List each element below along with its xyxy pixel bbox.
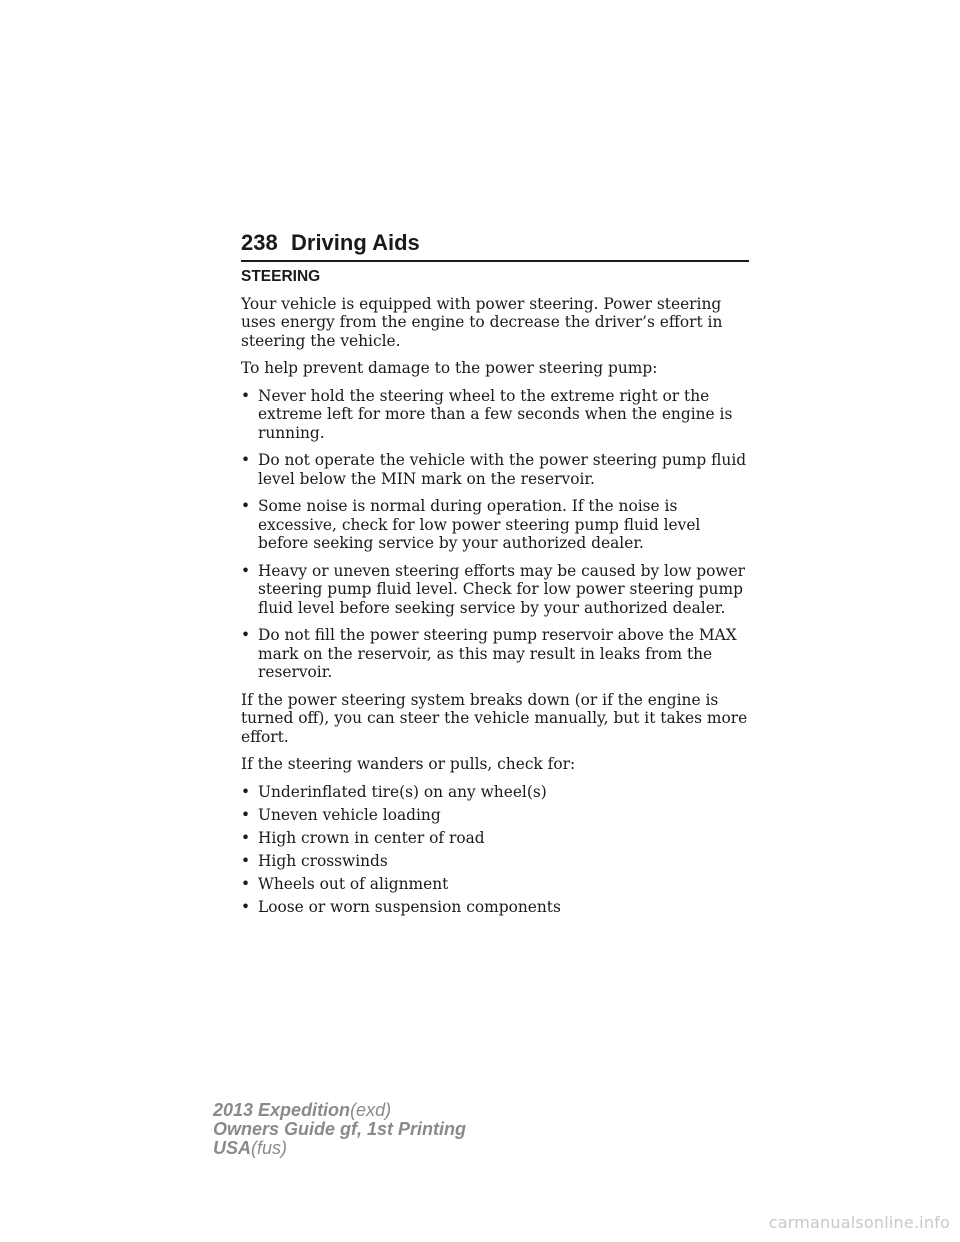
- bullet-icon: •: [241, 851, 251, 870]
- list-item: [241, 562, 751, 618]
- bullet-icon: •: [241, 451, 251, 469]
- prevent-damage-list: [241, 387, 751, 682]
- wander-checklist: [241, 783, 751, 917]
- wander-lead-paragraph: If the steering wanders or pulls, check for:: [241, 755, 576, 773]
- list-item: [241, 497, 751, 553]
- list-item: [241, 626, 751, 682]
- list-item-text: Heavy or uneven steering efforts may be caused by low power steering pump fluid level. Check for low power steering pump fluid level before seeking service by your authorized dealer.: [258, 561, 746, 617]
- list-item-text: Loose or worn suspension components: [258, 897, 561, 916]
- page-number: 238: [241, 230, 278, 255]
- footer-line-printing: Owners Guide gf, 1st Printing: [213, 1119, 467, 1139]
- bullet-icon: •: [241, 386, 251, 405]
- list-item-text: Underinflated tire(s) on any wheel(s): [258, 782, 547, 801]
- list-item: [241, 852, 751, 871]
- page-content: [241, 268, 751, 925]
- list-item-text: High crosswinds: [258, 851, 388, 870]
- list-item-text: Some noise is normal during operation. If the noise is excessive, check for low power steering pump fluid level before seeking service by your authorized dealer.: [258, 497, 701, 552]
- bullet-icon: •: [241, 497, 251, 515]
- list-item: [241, 898, 751, 917]
- list-item-text: Never hold the steering wheel to the extreme right or the extreme left for more than a few seconds when the engine is running.: [258, 386, 733, 442]
- list-item: [241, 806, 751, 825]
- bullet-icon: •: [241, 897, 251, 916]
- footer-market-code: (fus): [251, 1138, 288, 1158]
- footer-market-name: USA: [213, 1138, 252, 1158]
- footer-line-market: [213, 1139, 466, 1158]
- list-item: [241, 875, 751, 894]
- footer-model-name: 2013 Expedition: [213, 1100, 351, 1120]
- section-heading: STEERING: [241, 268, 321, 285]
- list-item: [241, 387, 751, 443]
- bullet-icon: •: [241, 805, 251, 824]
- document-footer: [213, 1101, 466, 1158]
- list-item: [241, 451, 751, 488]
- footer-line-model: [213, 1101, 466, 1120]
- bullet-icon: •: [241, 874, 251, 893]
- watermark-text: carmanualsonline.info: [768, 1213, 950, 1232]
- list-item-text: High crown in center of road: [258, 828, 485, 847]
- list-item-text: Uneven vehicle loading: [258, 805, 441, 824]
- list-item-text: Do not fill the power steering pump reservoir above the MAX mark on the reservoir, as this may result in leaks from the reservoir.: [258, 626, 737, 681]
- list-item-text: Do not operate the vehicle with the power steering pump fluid level below the MIN mark on the reservoir.: [258, 451, 747, 488]
- bullet-icon: •: [241, 828, 251, 847]
- prevent-lead-paragraph: To help prevent damage to the power steering pump:: [241, 359, 658, 377]
- page-header: [241, 228, 749, 262]
- breakdown-paragraph: If the power steering system breaks down (or if the engine is turned off), you can steer the vehicle manually, but it takes more effort.: [241, 690, 748, 746]
- intro-paragraph: Your vehicle is equipped with power steering. Power steering uses energy from the engine to decrease the driver’s effort in steering the vehicle.: [241, 294, 723, 350]
- list-item: [241, 829, 751, 848]
- list-item: [241, 783, 751, 802]
- bullet-icon: •: [241, 626, 251, 644]
- list-item-text: Wheels out of alignment: [258, 874, 449, 893]
- footer-model-code: (exd): [350, 1100, 392, 1120]
- bullet-icon: •: [241, 782, 251, 801]
- chapter-title: Driving Aids: [291, 230, 420, 255]
- bullet-icon: •: [241, 561, 251, 580]
